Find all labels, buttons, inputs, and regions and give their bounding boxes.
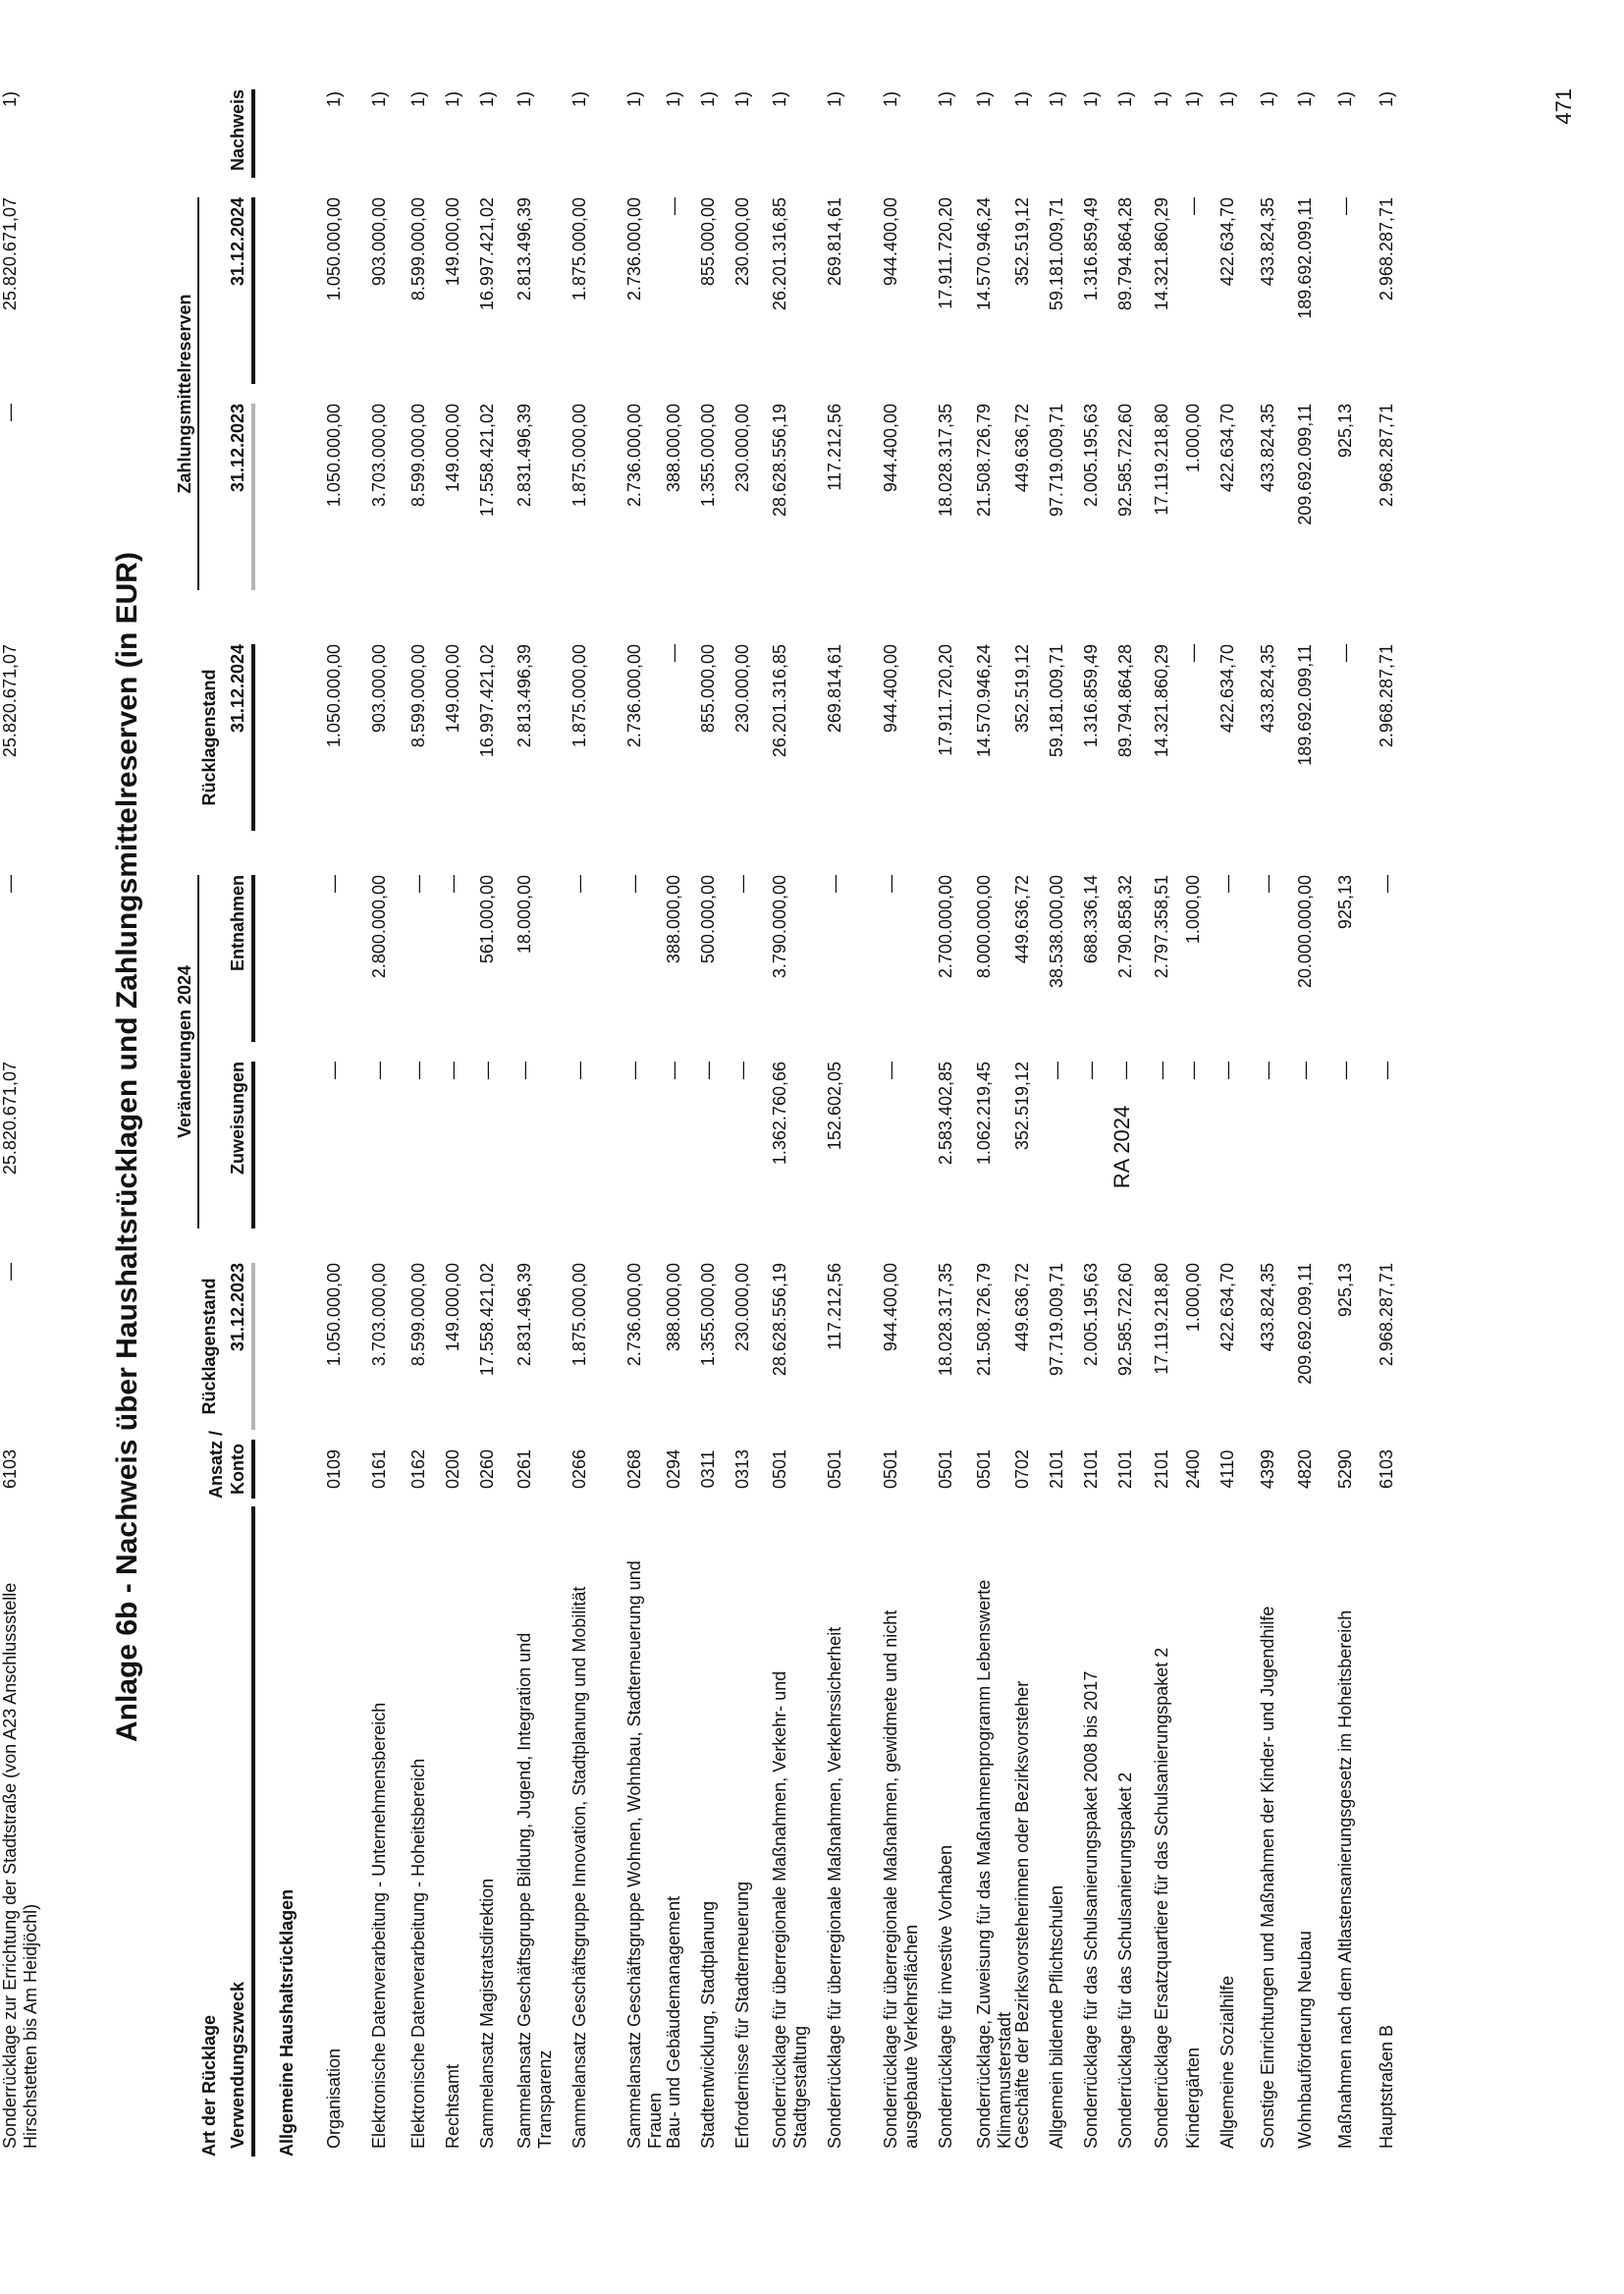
cell-rs23: 18.028.317,35 — [936, 1263, 955, 1377]
row-verwendungszweck: Sammelansatz Magistratsdirektion — [477, 1878, 497, 2149]
cell-nw: 1) — [881, 91, 900, 108]
cell-zm23: 944.400,00 — [881, 404, 900, 493]
cell-zm23: 97.719.009,71 — [1047, 404, 1066, 518]
cell-zuw: — — [1152, 1062, 1171, 1079]
cell-rs23: 8.599.000,00 — [408, 1263, 428, 1367]
cell-rs23: 944.400,00 — [881, 1263, 900, 1352]
cell-rs24: — — [1183, 644, 1203, 662]
header-zmr-date1: 31.12.2023 — [228, 404, 247, 493]
section-title: Allgemeine Haushaltsrücklagen — [277, 1888, 297, 2157]
cell-rs23: 1.000,00 — [1183, 1263, 1203, 1333]
cell-zm23: 2.736.000,00 — [624, 404, 644, 508]
cell-rs24: 149.000,00 — [443, 644, 462, 734]
cell-zm24: 26.201.316,85 — [770, 197, 789, 311]
cell-rs23: — — [0, 1263, 20, 1281]
cell-rs23: 422.634,70 — [1218, 1263, 1237, 1352]
cell-ent: 561.000,00 — [477, 875, 497, 964]
header-underline-zmr2 — [251, 197, 255, 384]
cell-zm24: — — [664, 197, 683, 215]
cell-konto: 2101 — [1081, 1448, 1101, 1490]
cell-ent: — — [408, 875, 428, 893]
cell-zuw: — — [1218, 1062, 1237, 1079]
cell-rs24: 1.875.000,00 — [569, 644, 589, 748]
header-underline-rs2 — [251, 644, 255, 831]
header-underline-rs — [251, 1263, 255, 1430]
header-zmr-date2: 31.12.2024 — [228, 197, 247, 287]
cell-konto: 0313 — [732, 1448, 752, 1490]
cell-nw: 1) — [732, 91, 752, 108]
cell-ent: 2.700.000,00 — [936, 875, 955, 979]
cell-zuw: — — [1335, 1062, 1355, 1079]
cell-ent: 925,13 — [1335, 875, 1355, 930]
cell-rs23: 925,13 — [1335, 1263, 1355, 1318]
cell-konto: 4110 — [1218, 1449, 1237, 1489]
cell-zm24: 1.050.000,00 — [324, 197, 344, 301]
cell-zuw: — — [1183, 1062, 1203, 1079]
cell-ent: — — [624, 875, 644, 893]
cell-rs24: — — [664, 644, 683, 662]
cell-zm23: 3.703.000,00 — [369, 404, 389, 508]
cell-zm24: 1.316.859,49 — [1081, 197, 1101, 301]
header-nachweis: Nachweis — [228, 89, 247, 172]
cell-zuw: — — [324, 1062, 344, 1079]
cell-zuw: — — [369, 1062, 389, 1079]
cell-konto: 0311 — [698, 1449, 718, 1489]
cell-nw: 1) — [0, 91, 20, 108]
cell-zm24: 944.400,00 — [881, 197, 900, 287]
cell-ent: 2.797.358,51 — [1152, 875, 1171, 979]
cell-konto: 2101 — [1115, 1448, 1135, 1490]
cell-zuw: — — [664, 1062, 683, 1079]
cell-konto: 0260 — [477, 1448, 497, 1490]
cell-rs24: 17.911.720,20 — [936, 644, 955, 756]
cell-zm23: 18.028.317,35 — [936, 404, 955, 518]
cell-rs23: 17.558.421,02 — [477, 1263, 497, 1377]
cell-zuw: — — [569, 1062, 589, 1079]
cell-nw: 1) — [1335, 91, 1355, 108]
header-rs-date: 31.12.2023 — [228, 1263, 247, 1352]
cell-zuw: — — [1081, 1062, 1101, 1079]
row-verwendungszweck: Geschäfte der Bezirksvorsteherinnen oder Bezirksvorsteher — [1012, 1680, 1032, 2149]
cell-nw: 1) — [408, 91, 428, 108]
cell-zm23: 17.119.218,80 — [1152, 404, 1171, 516]
cell-ent: — — [1258, 875, 1277, 893]
cell-zm24: — — [1183, 197, 1203, 215]
cell-rs24: 1.050.000,00 — [324, 644, 344, 748]
cell-rs24: 16.997.421,02 — [477, 644, 497, 758]
cell-rs24: 14.321.860,29 — [1152, 644, 1171, 758]
cell-ent: — — [881, 875, 900, 893]
cell-zm23: 8.599.000,00 — [408, 404, 428, 508]
cell-zm24: 422.634,70 — [1218, 197, 1237, 287]
row-verwendungszweck: Elektronische Datenverarbeitung - Hoheitsbereich — [408, 1758, 428, 2149]
cell-nw: 1) — [825, 91, 844, 108]
header-underline-nachweis — [251, 89, 255, 178]
cell-zuw: — — [698, 1062, 718, 1079]
cell-ent: — — [732, 875, 752, 893]
cell-zm24: 433.824,35 — [1258, 197, 1277, 287]
cell-rs24: 230.000,00 — [732, 644, 752, 734]
cell-nw: 1) — [624, 91, 644, 108]
cell-zuw: 1.362.760,66 — [770, 1062, 789, 1166]
cell-zuw: — — [624, 1062, 644, 1079]
cell-zm23: 1.875.000,00 — [569, 404, 589, 508]
cell-rs24: 944.400,00 — [881, 644, 900, 734]
cell-zm24: 855.000,00 — [698, 197, 718, 287]
cell-zuw: — — [1258, 1062, 1277, 1079]
cell-rs24: 903.000,00 — [369, 644, 389, 734]
cell-rs24: 352.519,12 — [1012, 644, 1032, 734]
page-title: Anlage 6b - Nachweis über Haushaltsrücklagen und Zahlungsmittelreserven (in EUR) — [111, 552, 143, 1742]
cell-zm23: 925,13 — [1335, 404, 1355, 459]
cell-ent: 1.000,00 — [1183, 875, 1203, 945]
header-underline-ent — [251, 875, 255, 1042]
cell-rs24: 855.000,00 — [698, 644, 718, 734]
cell-zm23: 28.628.556,19 — [770, 404, 789, 518]
row-verwendungszweck: Sonstige Einrichtungen und Maßnahmen der Kinder- und Jugendhilfe — [1258, 1606, 1277, 2149]
header-line-veraenderungen — [197, 875, 199, 1229]
cell-zm23: 21.508.726,79 — [974, 404, 994, 518]
cell-rs23: 149.000,00 — [443, 1263, 462, 1352]
cell-zuw: 1.062.219,45 — [974, 1062, 994, 1166]
cell-ent: 8.000.000,00 — [974, 875, 994, 979]
header-underline-konto — [251, 1440, 255, 1499]
cell-konto: 0162 — [408, 1448, 428, 1490]
cell-zm23: 1.050.000,00 — [324, 404, 344, 508]
cell-zm23: 209.692.099,11 — [1295, 404, 1315, 525]
row-verwendungszweck: Sonderrücklage für überregionale Maßnahmen, gewidmete und nicht ausgebaute Verkehrsflächen — [881, 1610, 921, 2149]
row-verwendungszweck: Kindergärten — [1183, 2047, 1203, 2149]
cell-ent: 2.800.000,00 — [369, 875, 389, 979]
cell-nw: 1) — [569, 91, 589, 108]
cell-ent: 18.000,00 — [514, 875, 534, 955]
cell-nw: 1) — [664, 91, 683, 108]
cell-nw: 1) — [369, 91, 389, 108]
cell-konto: 0261 — [514, 1448, 534, 1490]
cell-zm23: 1.355.000,00 — [698, 404, 718, 508]
cell-rs24: 26.201.316,85 — [770, 644, 789, 758]
cell-nw: 1) — [770, 91, 789, 108]
cell-ent: — — [569, 875, 589, 893]
cell-zm23: 388.000,00 — [664, 404, 683, 493]
cell-zm23: 92.585.722,60 — [1115, 404, 1135, 518]
header-veraenderungen: Veränderungen 2024 — [175, 964, 194, 1139]
cell-zuw: 2.583.402,85 — [936, 1062, 955, 1166]
cell-rs23: 97.719.009,71 — [1047, 1263, 1066, 1377]
cell-zuw: — — [1115, 1062, 1135, 1079]
row-verwendungszweck: Sammelansatz Geschäftsgruppe Bildung, Jugend, Integration und Transparenz — [514, 1632, 555, 2149]
cell-rs23: 449.636,72 — [1012, 1263, 1032, 1352]
cell-rs23: 230.000,00 — [732, 1263, 752, 1352]
cell-rs23: 433.824,35 — [1258, 1263, 1277, 1352]
cell-nw: 1) — [443, 91, 462, 108]
cell-zm23: 1.000,00 — [1183, 404, 1203, 473]
cell-zm24: 25.820.671,07 — [0, 197, 20, 311]
cell-zm24: 14.321.860,29 — [1152, 197, 1171, 311]
header-underline-zweck — [251, 1506, 255, 2157]
cell-ent: 3.790.000,00 — [770, 875, 789, 979]
header-underline-zuw — [251, 1062, 255, 1229]
cell-zm24: 269.814,61 — [825, 197, 844, 287]
cell-zuw: — — [408, 1062, 428, 1079]
cell-konto: 0501 — [881, 1448, 900, 1490]
cell-nw: 1) — [1115, 91, 1135, 108]
header-rs2-group: Rücklagenstand — [199, 669, 219, 806]
cell-konto: 4399 — [1258, 1448, 1277, 1490]
row-verwendungszweck: Sammelansatz Geschäftsgruppe Wohnen, Wohnbau, Stadterneuerung und Frauen — [624, 1560, 665, 2149]
header-zahlungsmittelreserven: Zahlungsmittelreserven — [175, 294, 194, 494]
cell-zm24: 17.911.720,20 — [936, 197, 955, 309]
cell-zm24: 230.000,00 — [732, 197, 752, 287]
cell-rs23: 3.703.000,00 — [369, 1263, 389, 1367]
row-verwendungszweck: Sonderrücklage, Zuweisung für das Maßnahmenprogramm Lebenswerte Klimamusterstadt — [974, 1579, 1014, 2149]
cell-nw: 1) — [1218, 91, 1237, 108]
footer-label: RA 2024 — [1110, 1105, 1134, 1189]
header-rs-group: Rücklagenstand — [199, 1278, 219, 1415]
cell-rs24: 2.968.287,71 — [1377, 644, 1396, 748]
cell-konto: 0161 — [369, 1448, 389, 1490]
row-verwendungszweck: Sammelansatz Geschäftsgruppe Innovation, Stadtplanung und Mobilität — [569, 1586, 589, 2149]
cell-nw: 1) — [1152, 91, 1171, 108]
cell-konto: 0268 — [624, 1448, 644, 1490]
row-verwendungszweck: Sonderrücklage für überregionale Maßnahmen, Verkehrssicherheit — [825, 1626, 844, 2149]
cell-nw: 1) — [324, 91, 344, 108]
cell-zuw: — — [1295, 1062, 1315, 1079]
cell-rs23: 2.005.195,63 — [1081, 1263, 1101, 1367]
cell-rs24: 59.181.009,71 — [1047, 644, 1066, 758]
header-konto-1: Ansatz / — [206, 1430, 226, 1499]
cell-zm23: 2.968.287,71 — [1377, 404, 1396, 508]
cell-zm24: 89.794.864,28 — [1115, 197, 1135, 311]
cell-zm24: 14.570.946,24 — [974, 197, 994, 311]
cell-rs24: 433.824,35 — [1258, 644, 1277, 734]
cell-nw: 1) — [974, 91, 994, 108]
header-zweck: Verwendungszweck — [228, 1981, 247, 2149]
cell-zuw: — — [732, 1062, 752, 1079]
header-konto-2: Konto — [228, 1444, 247, 1495]
row-verwendungszweck: Rechtsamt — [443, 2063, 462, 2149]
row-verwendungszweck: Sonderrücklage für überregionale Maßnahmen, Verkehr- und Stadtgestaltung — [770, 1670, 810, 2149]
cell-zm23: 422.634,70 — [1218, 404, 1237, 493]
cell-ent: 500.000,00 — [698, 875, 718, 964]
cell-nw: 1) — [1183, 91, 1203, 108]
cell-rs24: 189.692.099,11 — [1295, 644, 1315, 766]
row-verwendungszweck: Sonderrücklage Ersatzquartiere für das Schulsanierungspaket 2 — [1152, 1647, 1171, 2149]
cell-zm23: 2.005.195,63 — [1081, 404, 1101, 508]
cell-nw: 1) — [477, 91, 497, 108]
row-verwendungszweck: Sonderrücklage für das Schulsanierungspaket 2 — [1115, 1772, 1135, 2149]
cell-rs23: 2.736.000,00 — [624, 1263, 644, 1367]
row-verwendungszweck: Stadtentwicklung, Stadtplanung — [698, 1900, 718, 2149]
cell-nw: 1) — [1377, 91, 1396, 108]
cell-nw: 1) — [936, 91, 955, 108]
cell-rs23: 2.831.496,39 — [514, 1263, 534, 1367]
cell-zm24: 1.875.000,00 — [569, 197, 589, 301]
cell-konto: 6103 — [0, 1448, 20, 1490]
cell-zm23: 2.831.496,39 — [514, 404, 534, 508]
cell-ent: 20.000.000,00 — [1295, 875, 1315, 989]
cell-zuw: 152.602,05 — [825, 1062, 844, 1151]
row-verwendungszweck: Bau- und Gebäudemanagement — [664, 1895, 683, 2149]
cell-konto: 5290 — [1335, 1448, 1355, 1490]
cell-zm23: 117.212,56 — [825, 404, 844, 491]
cell-rs23: 92.585.722,60 — [1115, 1263, 1135, 1377]
cell-zm24: 189.692.099,11 — [1295, 197, 1315, 319]
cell-rs23: 1.355.000,00 — [698, 1263, 718, 1367]
cell-rs24: — — [1335, 644, 1355, 662]
cell-ent: — — [443, 875, 462, 893]
cell-konto: 0501 — [974, 1448, 994, 1490]
row-verwendungszweck: Organisation — [324, 2048, 344, 2149]
cell-zm24: 149.000,00 — [443, 197, 462, 287]
cell-zm24: 352.519,12 — [1012, 197, 1032, 287]
row-verwendungszweck: Wohnbauförderung Neubau — [1295, 1931, 1315, 2149]
header-zuweisungen: Zuweisungen — [228, 1062, 247, 1175]
cell-zuw: — — [1377, 1062, 1396, 1079]
cell-zm24: — — [1335, 197, 1355, 215]
header-entnahmen: Entnahmen — [228, 875, 247, 972]
cell-zm23: 449.636,72 — [1012, 404, 1032, 493]
cell-rs23: 209.692.099,11 — [1295, 1263, 1315, 1385]
cell-zm24: 16.997.421,02 — [477, 197, 497, 311]
cell-nw: 1) — [1081, 91, 1101, 108]
row-verwendungszweck: Allgemein bildende Pflichtschulen — [1047, 1884, 1066, 2149]
cell-nw: 1) — [698, 91, 718, 108]
cell-konto: 2101 — [1047, 1448, 1066, 1490]
cell-konto: 0501 — [825, 1448, 844, 1490]
cell-ent: — — [1377, 875, 1396, 893]
cell-rs23: 1.050.000,00 — [324, 1263, 344, 1367]
cell-rs24: 8.599.000,00 — [408, 644, 428, 748]
cell-ent: — — [1218, 875, 1237, 893]
cell-konto: 2400 — [1183, 1448, 1203, 1490]
cell-rs24: 1.316.859,49 — [1081, 644, 1101, 748]
cell-konto: 0702 — [1012, 1448, 1032, 1490]
cell-zuw: — — [477, 1062, 497, 1079]
cell-rs24: 2.736.000,00 — [624, 644, 644, 748]
cell-konto: 6103 — [1377, 1448, 1396, 1490]
cell-zuw: — — [514, 1062, 534, 1079]
cell-rs24: 2.813.496,39 — [514, 644, 534, 748]
cell-nw: 1) — [514, 91, 534, 108]
row-verwendungszweck: Hauptstraßen B — [1377, 2024, 1396, 2149]
header-rs2-date: 31.12.2024 — [228, 644, 247, 734]
cell-rs23: 28.628.556,19 — [770, 1263, 789, 1377]
cell-rs24: 25.820.671,07 — [0, 644, 20, 758]
row-verwendungszweck: Sonderrücklage für investive Vorhaben — [936, 1844, 955, 2149]
row-verwendungszweck: Sonderrücklage für das Schulsanierungspaket 2008 bis 2017 — [1081, 1670, 1101, 2149]
cell-ent: 38.538.000,00 — [1047, 875, 1066, 989]
cell-rs23: 2.968.287,71 — [1377, 1263, 1396, 1367]
cell-ent: — — [324, 875, 344, 893]
cell-konto: 0501 — [770, 1448, 789, 1490]
cell-rs23: 117.212,56 — [825, 1263, 844, 1350]
cell-zm24: 2.736.000,00 — [624, 197, 644, 301]
cell-nw: 1) — [1295, 91, 1315, 108]
header-line-zmr — [197, 197, 199, 590]
cell-zm24: 8.599.000,00 — [408, 197, 428, 301]
cell-konto: 4820 — [1295, 1448, 1315, 1490]
cell-zm23: 17.558.421,02 — [477, 404, 497, 518]
cell-zuw: 25.820.671,07 — [0, 1062, 20, 1175]
cell-rs23: 21.508.726,79 — [974, 1263, 994, 1377]
cell-zm23: 149.000,00 — [443, 404, 462, 493]
row-verwendungszweck: Erfordernisse für Stadterneuerung — [732, 1881, 752, 2149]
row-verwendungszweck: Elektronische Datenverarbeitung - Unternehmensbereich — [369, 1702, 389, 2149]
header-art: Art der Rücklage — [199, 2014, 219, 2157]
cell-rs24: 269.814,61 — [825, 644, 844, 734]
cell-rs24: 14.570.946,24 — [974, 644, 994, 758]
cell-rs23: 388.000,00 — [664, 1263, 683, 1352]
row-verwendungszweck: Maßnahmen nach dem Altlastensanierungsgesetz im Hoheitsbereich — [1335, 1610, 1355, 2149]
cell-zm24: 59.181.009,71 — [1047, 197, 1066, 311]
row-verwendungszweck: Allgemeine Sozialhilfe — [1218, 1975, 1237, 2149]
cell-ent: — — [0, 875, 20, 893]
cell-zuw: — — [443, 1062, 462, 1079]
cell-ent: 449.636,72 — [1012, 875, 1032, 964]
cell-konto: 2101 — [1152, 1448, 1171, 1490]
cell-ent: — — [825, 875, 844, 893]
header-underline-zmr1 — [251, 404, 255, 590]
cell-zm23: 230.000,00 — [732, 404, 752, 493]
cell-zm23: — — [0, 404, 20, 421]
cell-nw: 1) — [1047, 91, 1066, 108]
cell-konto: 0109 — [324, 1448, 344, 1490]
page-number: 471 — [1551, 88, 1576, 125]
cell-zuw: — — [881, 1062, 900, 1079]
cell-konto: 0501 — [936, 1448, 955, 1490]
cell-zuw: — — [1047, 1062, 1066, 1079]
cell-rs23: 17.119.218,80 — [1152, 1263, 1171, 1375]
cell-ent: 688.336,14 — [1081, 875, 1101, 964]
cell-ent: 2.790.858,32 — [1115, 875, 1135, 979]
cell-rs24: 422.634,70 — [1218, 644, 1237, 734]
cell-rs23: 1.875.000,00 — [569, 1263, 589, 1367]
cell-nw: 1) — [1012, 91, 1032, 108]
cell-zm24: 2.968.287,71 — [1377, 197, 1396, 301]
cell-zm23: 433.824,35 — [1258, 404, 1277, 493]
cell-nw: 1) — [1258, 91, 1277, 108]
cell-rs24: 89.794.864,28 — [1115, 644, 1135, 758]
cell-konto: 0294 — [664, 1448, 683, 1490]
cell-ent: 388.000,00 — [664, 875, 683, 964]
cell-konto: 0266 — [569, 1448, 589, 1490]
cell-zm24: 2.813.496,39 — [514, 197, 534, 301]
cell-zuw: 352.519,12 — [1012, 1062, 1032, 1151]
row-verwendungszweck: Sonderrücklage zur Errichtung der Stadtstraße (von A23 Anschlussstelle Hirschstetten bis Am Heidjöchl) — [0, 1582, 40, 2149]
cell-zm24: 903.000,00 — [369, 197, 389, 287]
cell-konto: 0200 — [443, 1448, 462, 1490]
